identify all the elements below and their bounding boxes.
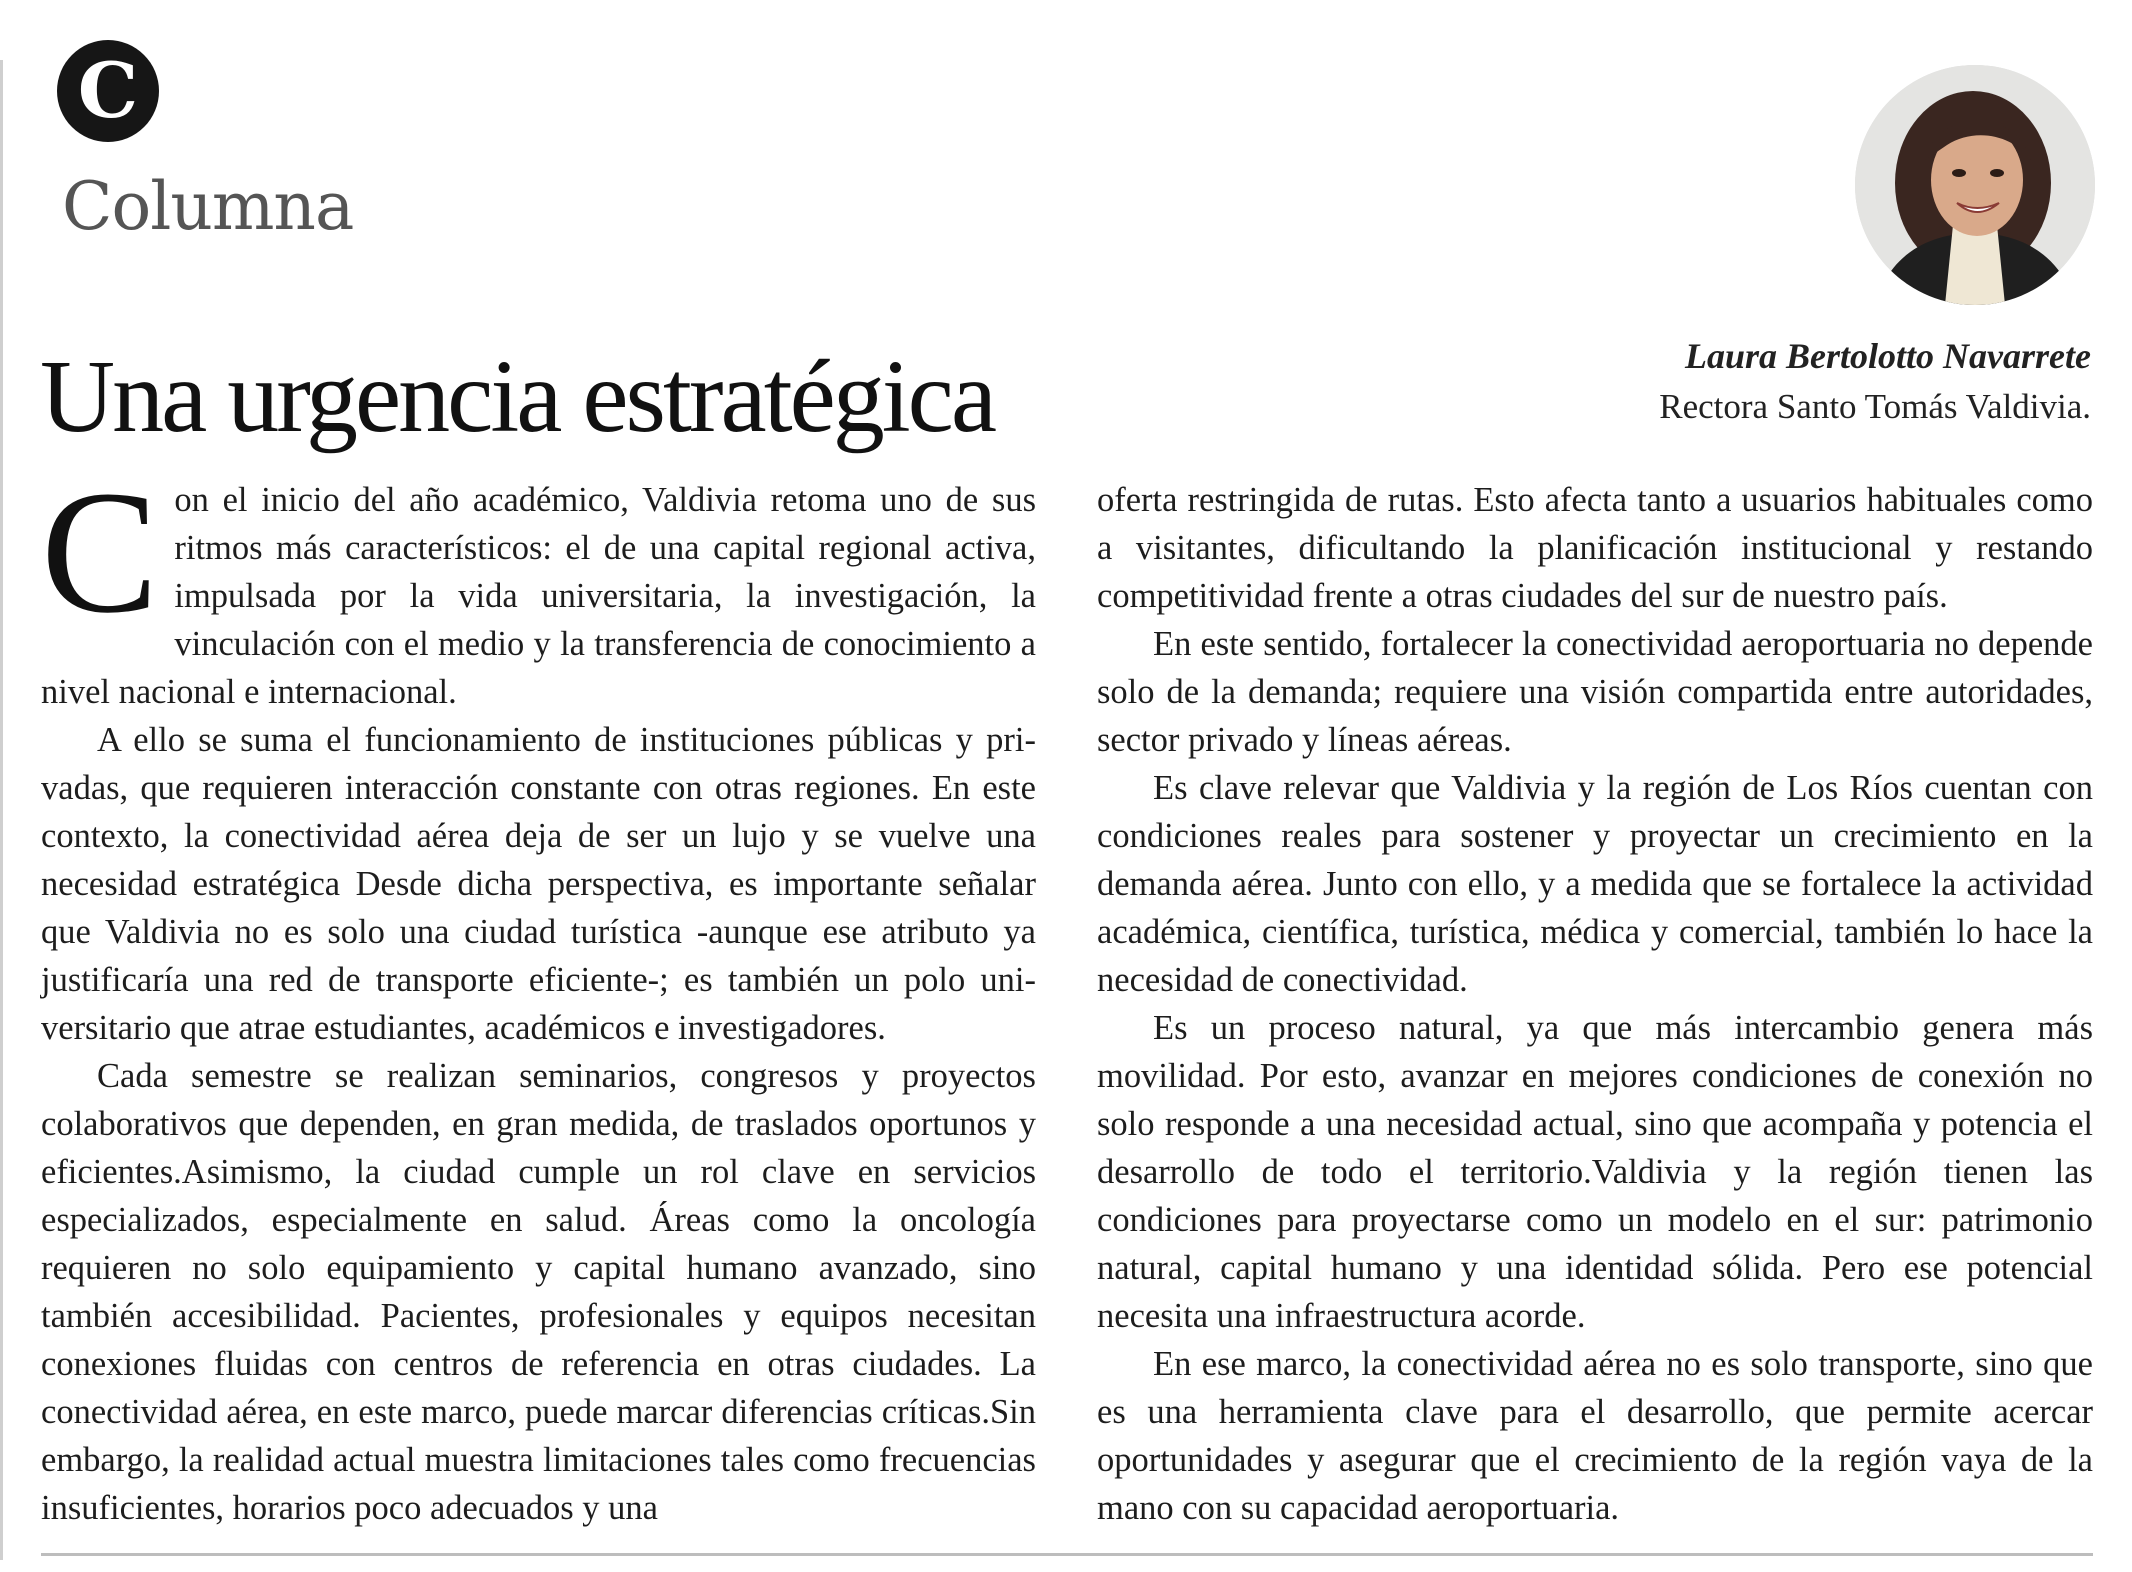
paragraph: En ese marco, la conectividad aérea no es solo transporte, sino que es una herramienta clave para el desarrollo, que permite acercar oportunidades y asegurar que el crecimiento de la región vaya de la mano con su capacidad aeroportuaria.	[1097, 1345, 2093, 1527]
author-name: Laura Bertolotto Navarrete	[1685, 336, 2091, 376]
bottom-rule	[41, 1553, 2093, 1556]
byline	[1659, 335, 2091, 430]
article-column-left	[41, 455, 1036, 1532]
paragraph	[41, 455, 1036, 716]
section-label: Columna	[62, 168, 354, 245]
paragraph: oferta restringida de rutas. Esto afecta tanto a usuarios habituales como a visitantes, dificultando la planificación institucional y restando competitividad frente a otras ciudades del sur de nuestro país.	[1097, 481, 2093, 615]
drop-cap: C	[41, 455, 159, 650]
paragraph: Es clave relevar que Valdivia y la región de Los Ríos cuentan con condiciones reales para sostener y proyectar un crecimiento en la demanda aérea. Junto con ello, y a medida que se fortalece la actividad académica, científica, turística, médica y comercial, también lo hace la necesidad de conectividad.	[1097, 769, 2093, 999]
paragraph: A ello se suma el funcionamiento de instituciones públicas y privadas, que requieren interacción constante con otras regiones. En este contexto, la conectividad aérea deja de ser un lujo y se vuelve una necesidad estratégica Desde dicha perspectiva, es importante señalar que Valdivia no es solo una ciudad turística -aunque ese atributo ya justificaría una red de transporte eficiente-; es también un polo universitario que atrae estudiantes, académicos e investigadores.	[41, 721, 1036, 1047]
paragraph: En este sentido, fortalecer la conectividad aeroportuaria no depende solo de la demanda; requiere una visión compartida entre autoridades, sector privado y líneas aéreas.	[1097, 625, 2093, 759]
page-edge-rule	[0, 60, 3, 1560]
paragraph-text: on el inicio del año académico, Valdivia retoma uno de sus ritmos más característicos: el de una capital regional activa, impulsada por la vida universitaria, la investigación, la vinculación con el medio y la transferencia de conocimiento a nivel nacional e internacional.	[41, 481, 1036, 711]
article-column-right	[1097, 476, 2093, 1532]
author-role: Rectora Santo Tomás Valdivia.	[1659, 387, 2091, 427]
author-photo	[1855, 65, 2095, 305]
paragraph: Es un proceso natural, ya que más intercambio genera más movilidad. Por esto, avanzar en mejores condiciones de conexión no solo responde a una necesidad actual, sino que acompaña y potencia el desarrollo de todo el territorio.Valdivia y la región tienen las condiciones para proyectarse como un modelo en el sur: patrimonio natural, capital humano y una identidad sólida. Pero ese potencial necesita una infraestructura acorde.	[1097, 1009, 2093, 1335]
headline: Una urgencia estratégica	[40, 339, 994, 454]
section-badge: C	[57, 40, 159, 142]
paragraph: Cada semestre se realizan seminarios, congresos y proyectos colaborativos que dependen, en gran medida, de traslados oportunos y eficientes.Asimismo, la ciudad cumple un rol clave en servicios especializados, especialmente en salud. Áreas como la oncología requieren no solo equipamiento y capital humano avanzado, sino también accesibilidad. Pacientes, profesionales y equipos necesitan conexiones fluidas con centros de referencia en otras ciudades. La conectividad aérea, en este marco, puede marcar diferencias críticas.Sin embargo, la realidad actual muestra limitaciones tales como frecuencias insuficientes, horarios poco adecuados y una	[41, 1057, 1036, 1527]
